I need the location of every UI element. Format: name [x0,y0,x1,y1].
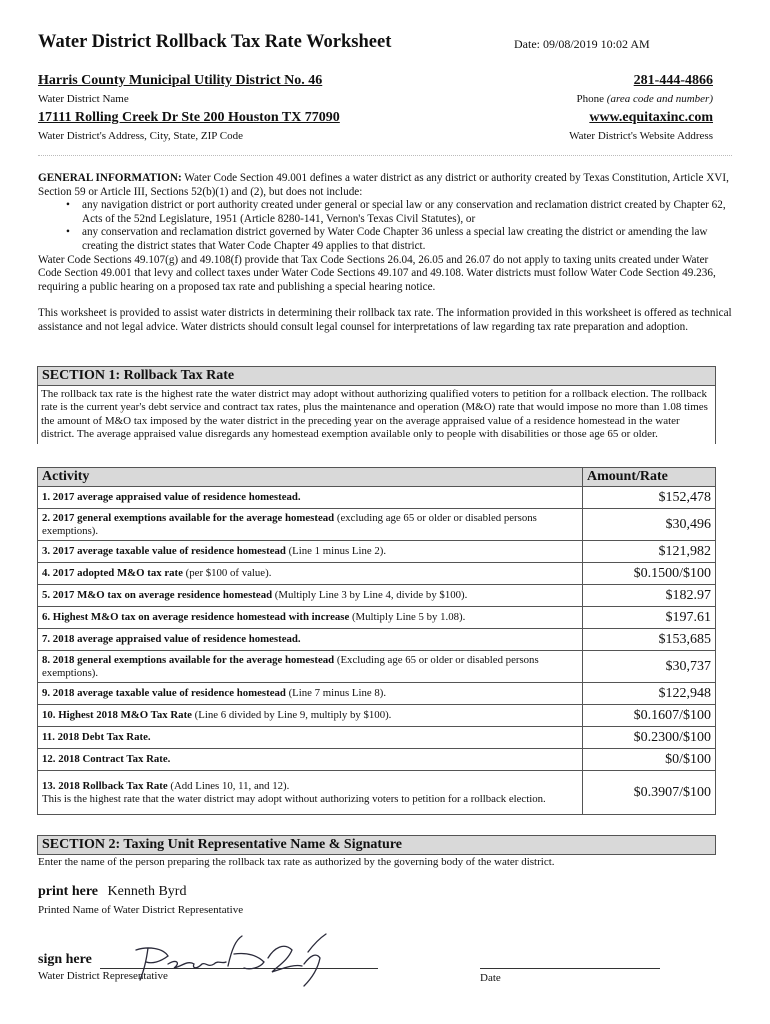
activity-cell [38,629,583,651]
amount-cell: $182.97 [583,585,716,607]
page-title: Water District Rollback Tax Rate Worksheet [38,32,392,52]
activity-bold: 3. 2017 average taxable value of residence homestead [42,545,286,558]
section2-header: SECTION 2: Taxing Unit Representative Name & Signature [37,835,716,855]
general-intro [38,172,732,199]
activity-rest: (per $100 of value). [182,567,272,580]
section1-header: SECTION 1: Rollback Tax Rate [37,366,716,386]
section2-instruction: Enter the name of the person preparing the rollback tax rate as authorized by the governing body of the water district. [38,856,555,868]
handwritten-signature [108,928,348,998]
amount-cell: $30,496 [583,509,716,541]
activity-rest: (Add Lines 10, 11, and 12). [167,780,290,792]
amount-cell: $121,982 [583,541,716,563]
printed-name-value: Kenneth Byrd [107,884,187,899]
amount-cell: $153,685 [583,629,716,651]
activity-rest: (Multiply Line 5 by 1.08). [349,611,466,624]
table-row [38,607,716,629]
district-website-label: Water District's Website Address [569,130,713,142]
activity-cell [38,509,583,541]
amount-cell: $152,478 [583,487,716,509]
district-website: www.equitaxinc.com [589,110,713,125]
activity-bold: 2. 2017 general exemptions available for the average homestead [42,512,335,524]
activity-rest: (excluding age 65 or older or disabled persons exemptions). [42,512,537,537]
table-row [38,651,716,683]
header-divider [38,155,732,156]
amount-cell: $0.2300/$100 [583,727,716,749]
activity-cell [38,749,583,771]
activity-bold: 1. 2017 average appraised value of residence homestead. [42,491,301,504]
amount-cell: $30,737 [583,651,716,683]
date-label: Date [480,972,501,984]
activity-cell [38,487,583,509]
activity-cell [38,705,583,727]
activity-cell [38,651,583,683]
activity-bold: 12. 2018 Contract Tax Rate. [42,753,171,766]
table-row [38,727,716,749]
activity-rest: (Line 7 minus Line 8). [285,687,387,700]
amount-cell: $122,948 [583,683,716,705]
activity-bold: 5. 2017 M&O tax on average residence homestead [42,589,273,602]
amount-cell: $0.1500/$100 [583,563,716,585]
activity-cell [38,771,583,815]
activity-rest: (Line 1 minus Line 2). [285,545,387,558]
activity-bold: 7. 2018 average appraised value of residence homestead. [42,633,301,646]
district-name: Harris County Municipal Utility District No. 46 [38,73,323,88]
activity-cell [38,607,583,629]
general-paragraph-2: Water Code Sections 49.107(g) and 49.108(f) provide that Tax Code Sections 26.04, 26.05 and 26.07 do not apply to taxing units created under Water Code Section 49.001 that levy and collect taxes under Water Code Sections 49.107 and 49.108. Water districts must follow Water Code Section 49.236, requiring a public hearing on a proposed tax rate and publishing a special hearing notice. [38,253,716,293]
table-row [38,771,716,815]
list-item: • any conservation and reclamation district governed by Water Code Chapter 36 unless a special law creating the district or amending the law creating the district states that Water Code Chapter 49 applies to that district. [82,226,732,253]
amount-cell: $0.1607/$100 [583,705,716,727]
table-row [38,563,716,585]
activity-bold: 8. 2018 general exemptions available for the average homestead [42,654,335,666]
district-name-label: Water District Name [38,93,129,105]
activity-extra: This is the highest rate that the water district may adopt without authorizing voters to petition for a rollback election. [42,792,546,805]
district-address: 17111 Rolling Creek Dr Ste 200 Houston TX 77090 [38,110,340,125]
activity-cell [38,683,583,705]
general-lead: GENERAL INFORMATION: [38,172,182,184]
activity-bold: 6. Highest M&O tax on average residence homestead with increase [42,611,350,624]
table-row [38,629,716,651]
activity-bold: 10. Highest 2018 M&O Tax Rate [42,709,192,722]
list-item: • any navigation district or port authority created under general or special law or any conservation and reclamation district created by Chapter 62, Acts of the 52nd Legislature, 1951 (Article 8280-141, Vernon's Texas Civil Statutes), or [82,199,732,226]
amount-cell: $197.61 [583,607,716,629]
general-information [38,172,732,335]
amount-cell: $0.3907/$100 [583,771,716,815]
print-here-label: print here [38,884,99,899]
printed-name-label: Printed Name of Water District Representative [38,904,244,916]
section1-description: The rollback tax rate is the highest rate the water district may adopt without authorizing qualified voters to petition for a rollback election. The rollback rate is the current year's debt service and contract tax rates, plus the maintenance and operation (M&O) rate that would impose no more than 1.08 times the amount of M&O tax imposed by the water district in the preceding year on the average appraised value of a residence homestead in the water district. The average appraised value disregards any homestead exemption available only to people with disabilities or those age 65 or older. [37,386,716,444]
activity-rest: (Excluding age 65 or older or disabled persons exemptions). [42,654,539,679]
amount-column-header: Amount/Rate [583,468,716,487]
activity-column-header: Activity [38,468,583,487]
activity-cell [38,585,583,607]
activity-bold: 9. 2018 average taxable value of residence homestead [42,687,286,700]
activity-bold: 13. 2018 Rollback Tax Rate [42,780,168,792]
table-row [38,749,716,771]
date-line [480,968,660,969]
activity-cell [38,541,583,563]
general-paragraph-3: This worksheet is provided to assist water districts in determining their rollback tax rate. The information provided in this worksheet is offered as technical assistance and not legal advice. Water districts should consult legal counsel for interpretations of law regarding tax rate preparation and adoption. [38,307,732,333]
activity-rest: (Line 6 divided by Line 9, multiply by $100). [191,709,392,722]
table-row [38,541,716,563]
activity-cell [38,727,583,749]
table-row [38,487,716,509]
table-row [38,683,716,705]
amount-cell: $0/$100 [583,749,716,771]
table-header-row [38,468,716,487]
table-row [38,705,716,727]
district-phone: 281-444-4866 [633,73,713,88]
sign-here-label: sign here [38,952,92,967]
print-here-row [38,884,186,900]
activity-bold: 11. 2018 Debt Tax Rate. [42,731,151,744]
phone-label-paren: (area code and number) [606,93,713,105]
general-intro-text: Water Code Section 49.001 defines a water district as any district or authority created by Texas Constitution, Article XVI, Section 59 or Article III, Sections 52(b)(1) and (2), but does not include: [38,172,729,198]
general-exclusions-list [38,199,732,253]
activity-rest: (Multiply Line 3 by Line 4, divide by $100). [272,589,468,602]
district-address-label: Water District's Address, City, State, ZIP Code [38,130,243,142]
table-row [38,585,716,607]
worksheet-table [37,467,716,815]
table-row [38,509,716,541]
district-phone-label [577,93,713,105]
activity-bold: 4. 2017 adopted M&O tax rate [42,567,183,580]
activity-cell [38,563,583,585]
signature-label: Water District Representative [38,970,168,982]
phone-label-main: Phone [576,93,605,105]
print-date: Date: 09/08/2019 10:02 AM [514,37,650,51]
